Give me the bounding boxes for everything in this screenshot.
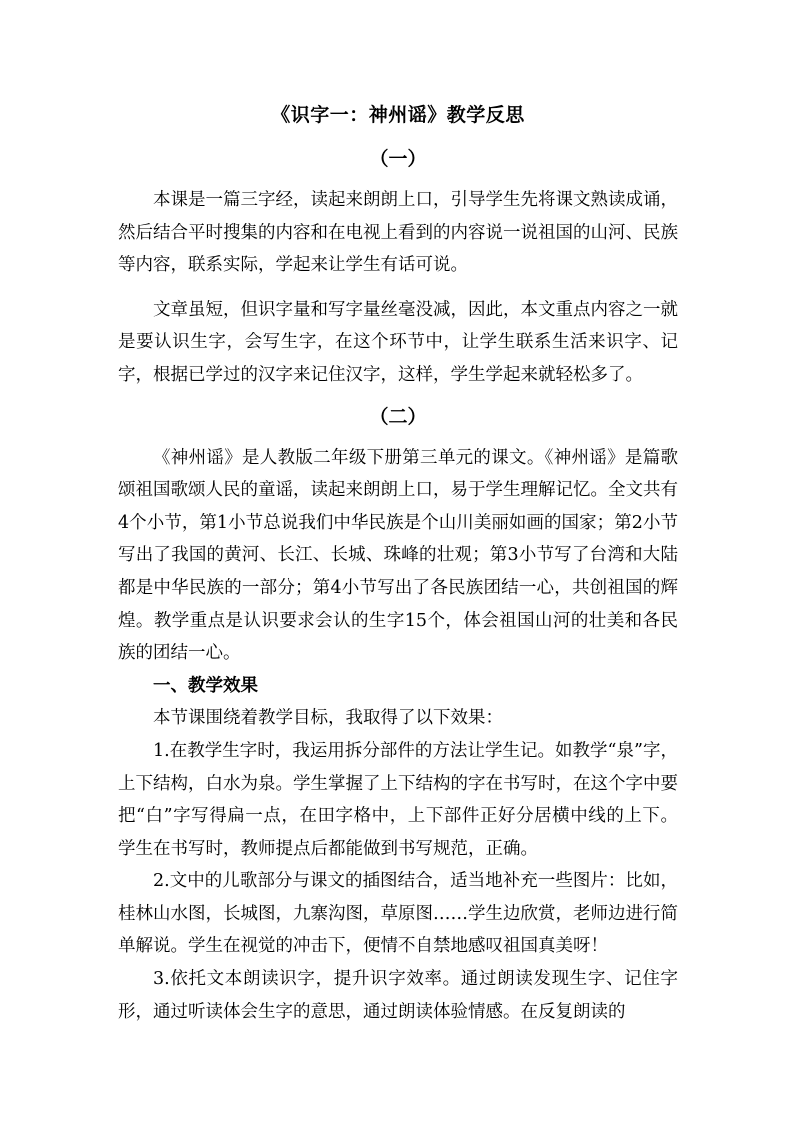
section2-intro-paragraph: 《神州谣》是人教版二年级下册第三单元的课文。《神州谣》是篇歌颂祖国歌颂人民的童谣，读起来朗朗上口，易于学生理解记忆。全文共有4个小节，第1小节总说我们中华民族是个山川美丽如画的国家；第2小节写出了我国的黄河、长江、长城、珠峰的壮观；第3小节写了台湾和大陆都是中华民族的一部分；第4小节写出了各民族团结一心，共创祖国的辉煌。教学重点是认识要求会认的生字15个，体会祖国山河的壮美和各民族的团结一心。 (118, 447, 678, 664)
section1-paragraph-1: 本课是一篇三字经，读起来朗朗上口，引导学生先将课文熟读成诵，然后结合平时搜集的内容和在电视上看到的内容说一说祖国的山河、民族等内容，联系实际，学起来让学生有话可说。 (118, 190, 678, 276)
section-heading-2: （二） (369, 405, 427, 428)
teaching-effect-lead: 本节课围绕着教学目标，我取得了以下效果： (153, 708, 503, 729)
teaching-effect-heading: 一、教学效果 (153, 675, 258, 696)
document-title: 《识字一：神州谣》教学反思 (271, 104, 525, 126)
document-page (118, 102, 678, 1028)
section-heading-1: （一） (369, 148, 427, 170)
teaching-effect-item-3: 3.依托文本朗读识字，提升识字效率。通过朗读发现生字、记住字形，通过听读体会生字的意思，通过朗读体验情感。在反复朗读的 (118, 969, 678, 1022)
section1-paragraph-2: 文章虽短，但识字量和写字量丝毫没减，因此，本文重点内容之一就是要认识生字，会写生字，在这个环节中，让学生联系生活来识字、记字，根据已学过的汉字来记住汉字，这样，学生学起来就轻松多了。 (118, 299, 678, 385)
teaching-effect-item-2: 2.文中的儿歌部分与课文的插图结合，适当地补充一些图片：比如，桂林山水图，长城图，九寨沟图，草原图……学生边欣赏，老师边进行简单解说。学生在视觉的冲击下，便情不自禁地感叹祖国真美呀！ (118, 871, 678, 957)
teaching-effect-item-1: 1.在教学生字时，我运用拆分部件的方法让学生记。如教学“泉”字，上下结构，白水为泉。学生掌握了上下结构的字在书写时，在这个字中要把“白”字写得扁一点，在田字格中，上下部件正好分居横中线的上下。学生在书写时，教师提点后都能做到书写规范，正确。 (118, 740, 678, 859)
